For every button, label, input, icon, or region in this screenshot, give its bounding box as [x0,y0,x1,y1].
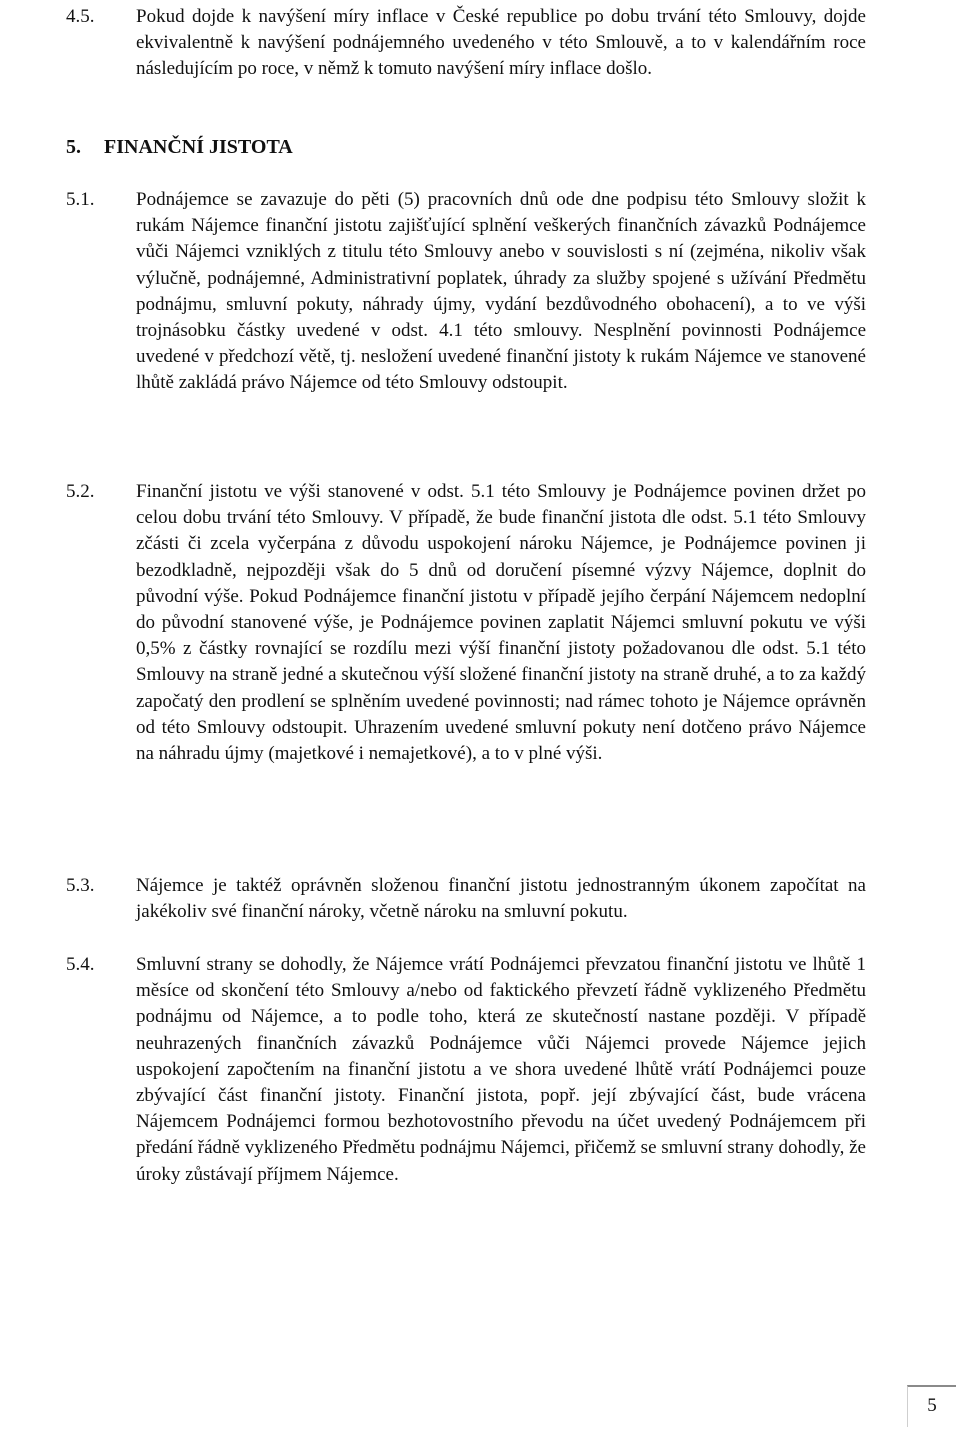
clause-number: 5.4. [66,954,95,975]
clause-number: 4.5. [66,6,95,27]
section-number: 5. [66,136,81,158]
clause-text: Podnájemce se zavazuje do pěti (5) pracovních dnů ode dne podpisu této Smlouvy složit k rukám Nájemce finanční jistotu zajišťující splnění veškerých finančních závazků Podnájemce vůči Nájemci vzniklých z titulu této Smlouvy anebo v souvislosti s ní (zejména, nikoliv však výlučně, podnájemné, Administrativní poplatek, úhrady za služby spojené s užívání Předmětu podnájmu, smluvní pokuty, náhrady újmy, vydání bezdůvodného obohacení), a to ve výši trojnásobku částky uvedené v odst. 4.1 této smlouvy. Nesplnění povinnosti Podnájemce uvedené v předchozí větě, tj. nesložení uvedené finanční jistoty k rukám Nájemce ve stanovené lhůtě zakládá právo Nájemce od této Smlouvy odstoupit. [136,189,866,394]
page-number: 5 [927,1395,937,1416]
clause-text: Pokud dojde k navýšení míry inflace v České republice po dobu trvání této Smlouvy, dojde ekvivalentně k navýšení podnájemného uvedeného v této Smlouvě, a to v kalendářním roce následujícím po roce, v němž k tomuto navýšení míry inflace došlo. [136,6,866,80]
clause-text: Nájemce je taktéž oprávněn složenou finanční jistotu jednostranným úkonem započítat na jakékoliv své finanční nároky, včetně nároku na smluvní pokutu. [136,875,866,923]
clause-text: Finanční jistotu ve výši stanovené v odst. 5.1 této Smlouvy je Podnájemce povinen držet po celou dobu trvání této Smlouvy. V případě, že bude finanční jistota dle odst. 5.1 této Smlouvy zčásti či zcela vyčerpána z důvodu uspokojení nároku Nájemce, je Podnájemce povinen ji bezodkladně, nejpozději však do 5 dnů od doručení písemné výzvy Nájemce, doplnit do původní výše. Pokud Podnájemce finanční jistotu v případě jejího čerpání Nájemcem nedoplní do původní stanovené výše, je Podnájemce povinen zaplatit Nájemci smluvní pokutu ve výši 0,5% z částky rovnající se rozdílu mezi výší finanční jistoty požadovanou dle odst. 5.1 této Smlouvy na straně jedné a skutečnou výší složené finanční jistoty na straně druhé, a to za každý započatý den prodlení se splněním uvedené povinnosti; nad rámec tohoto je Nájemce oprávněn od této Smlouvy odstoupit. Uhrazením uvedené smluvní pokuty není dotčeno právo Nájemce na náhradu újmy (majetkové i nemajetkové), a to v plné výši. [136,481,866,765]
section-title: FINANČNÍ JISTOTA [104,136,293,158]
clause-text: Smluvní strany se dohodly, že Nájemce vrátí Podnájemci převzatou finanční jistotu ve lhůtě 1 měsíce od skončení této Smlouvy a/nebo od faktického převzetí řádně vyklizeného Předmětu podnájmu od Nájemce, a to podle toho, která ze skutečností nastane později. V případě neuhrazených finančních závazků Podnájemce vůči Nájemci provede Nájemce jejich uspokojení započtením na finanční jistotu a ve shora uvedené lhůtě vrátí Podnájemci pouze zbývající část finanční jistoty. Finanční jistota, popř. její zbývající část, bude vrácena Nájemcem Podnájemci formou bezhotovostního převodu na účet uvedený Podnájemcem při předání řádně vyklizeného Předmětu podnájmu Nájemci, přičemž se smluvní strany dohodly, že úroky zůstávají příjmem Nájemce. [136,954,866,1185]
section-heading [66,133,293,161]
page-number-box [907,1385,956,1427]
clause-number: 5.1. [66,189,95,210]
clause-number: 5.2. [66,481,95,502]
clause-number: 5.3. [66,875,95,896]
